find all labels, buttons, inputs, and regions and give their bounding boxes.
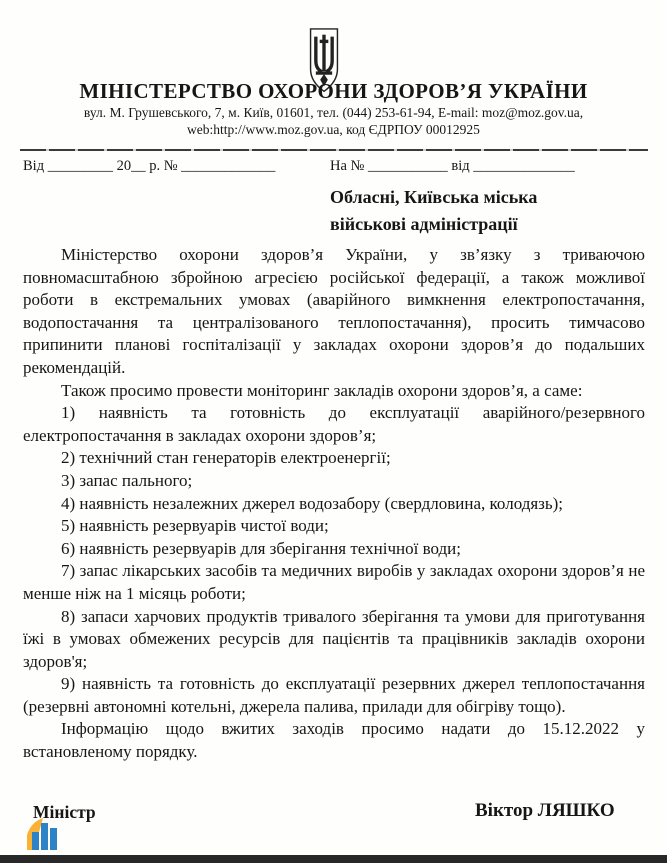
body-paragraph-monitoring: Також просимо провести моніторинг закладів охорони здоров’я, а саме: xyxy=(61,380,583,400)
reference-line xyxy=(23,158,647,175)
ministry-address-line1: вул. М. Грушевського, 7, м. Київ, 01601, тел. (044) 253-61-94, E-mail: moz@moz.gov.ua, xyxy=(83,105,584,120)
body-item-6: 6) наявність резервуарів для зберігання технічної води; xyxy=(61,538,461,558)
body-item-4: 4) наявність незалежних джерел водозабору (свердловина, колодязь); xyxy=(61,493,564,513)
body-item-5: 5) наявність резервуарів чистої води; xyxy=(61,516,329,536)
body-paragraph-intro: Міністерство охорони здоров’я України, у зв’язку з триваючою повномасштабною збройною агресією російської федерації, а також можливої роботи в екстремальних умовах (аварійного вимкнення електропостачання, водопостачання та централізованого теплопостачання), просить тимчасово припинити планові госпіталізації у закладах охорони здоров’я до подальших рекомендацій. xyxy=(23,245,645,377)
bottom-dark-strip xyxy=(0,855,667,863)
body-paragraph-deadline: Інформацію щодо вжитих заходів просимо надати до 15.12.2022 у встановленому порядку. xyxy=(23,719,645,762)
letter-body xyxy=(23,244,645,764)
body-item-8: 8) запаси харчових продуктів тривалого зберігання та умови для приготування їжі в умовах обмежених ресурсів для пацієнтів та працівників закладів охорони здоров'я; xyxy=(23,606,645,671)
outgoing-ref-blank: Від _________ 20__ р. № _____________ xyxy=(23,158,276,174)
signer-position: Міністр xyxy=(33,802,96,822)
body-item-2: 2) технічний стан генераторів електроенергії; xyxy=(61,448,391,468)
addressee-line2: військові адміністрації xyxy=(330,214,518,234)
body-item-7: 7) запас лікарських засобів та медичних виробів у закладах охорони здоров’я не менше ніж на 1 місяць роботи; xyxy=(23,561,645,603)
ministry-address-line2: web:http://www.moz.gov.ua, код ЄДРПОУ 00012925 xyxy=(187,122,480,137)
addressee-block xyxy=(330,184,537,238)
ministry-title: МІНІСТЕРСТВО ОХОРОНИ ЗДОРОВ’Я УКРАЇНИ xyxy=(79,79,588,103)
body-item-9: 9) наявність та готовність до експлуатації резервних джерел теплопостачання (резервні автономні котельні, джерела палива, прилади для обігріву тощо). xyxy=(23,674,645,716)
addressee-line1: Обласні, Київська міська xyxy=(330,187,538,207)
incoming-ref-blank: На № ___________ від ______________ xyxy=(330,158,575,174)
body-item-1: 1) наявність та готовність до експлуатації аварійного/резервного електропостачання в закладах охорони здоров’я; xyxy=(23,403,645,445)
signer-name: Віктор ЛЯШКО xyxy=(475,800,615,821)
header-separator-line xyxy=(20,149,648,151)
body-item-3: 3) запас пального; xyxy=(61,470,193,490)
